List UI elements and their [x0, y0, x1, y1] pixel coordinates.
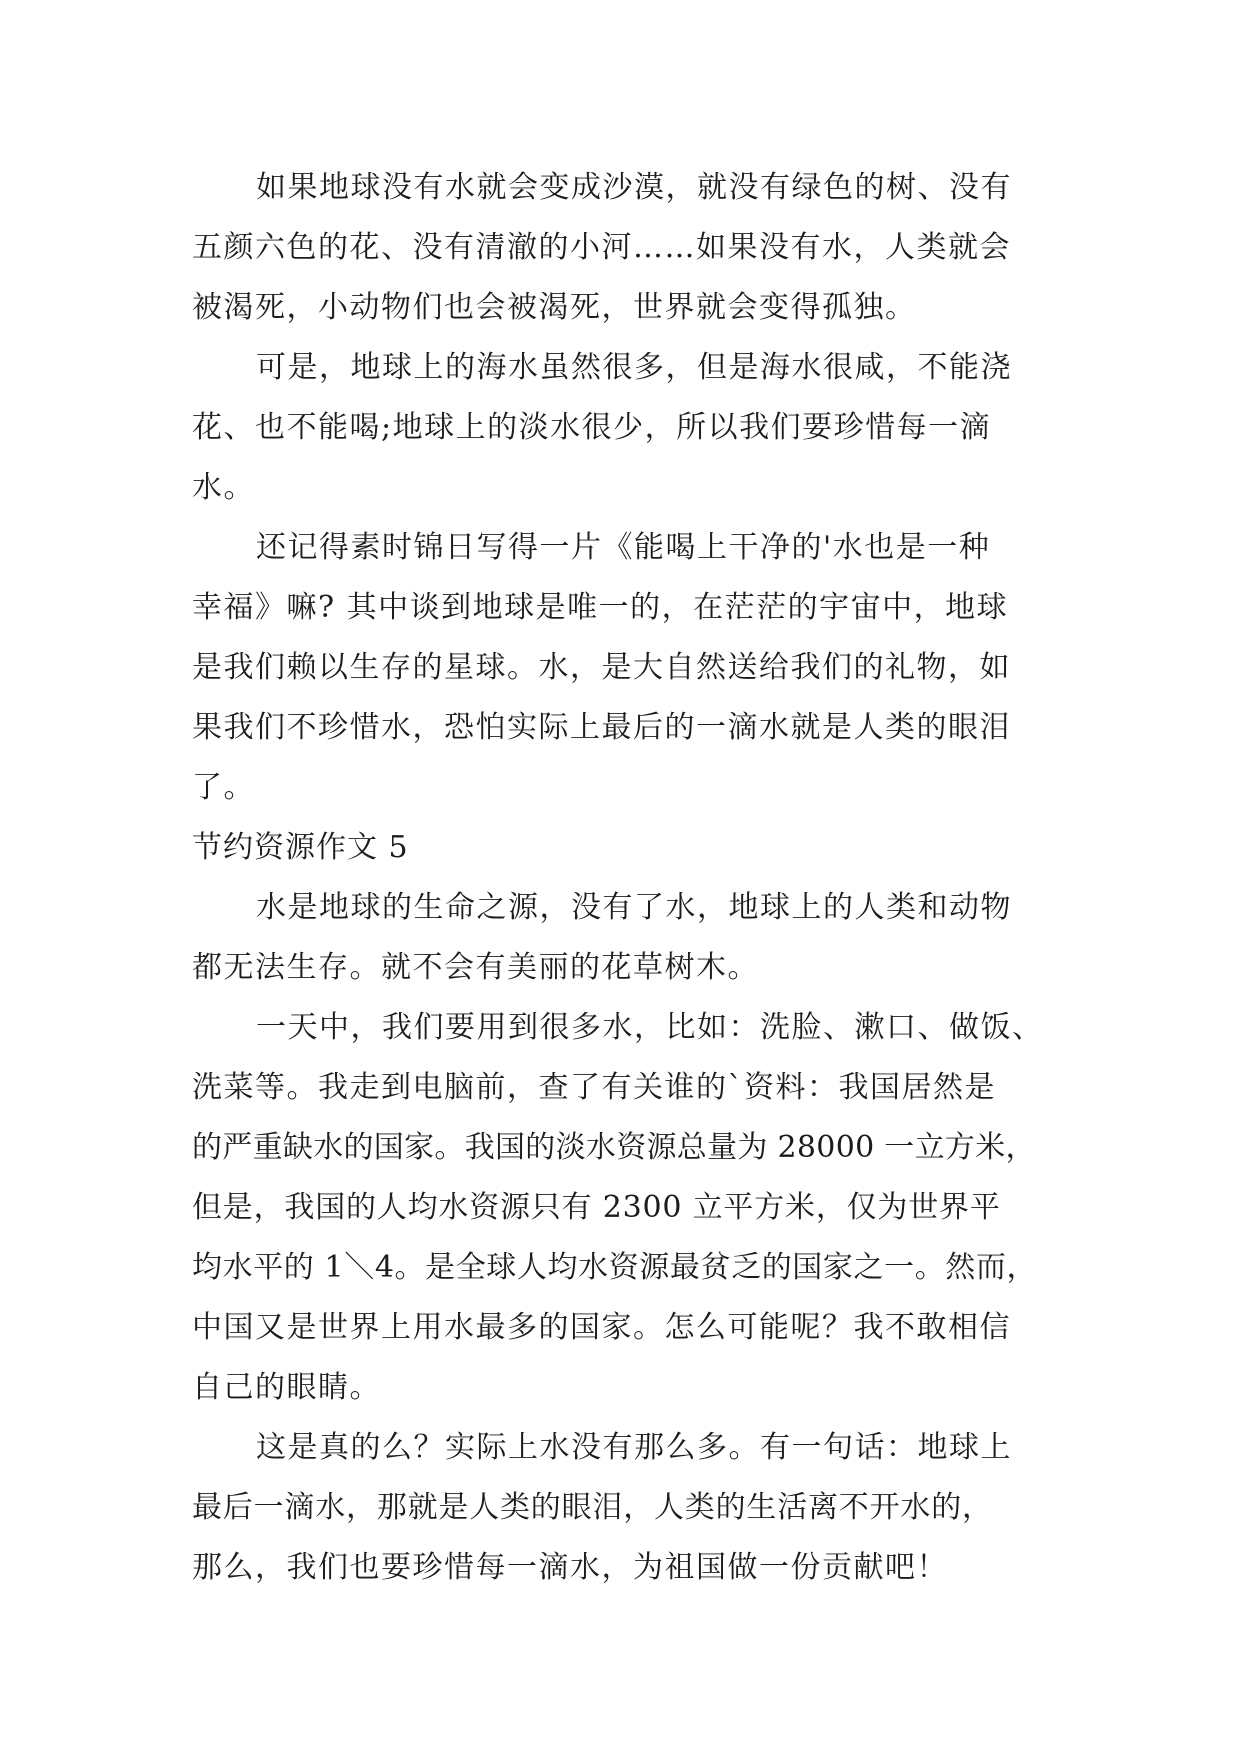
paragraph-line: 是我们赖以生存的星球。水，是大自然送给我们的礼物，如 — [192, 650, 1011, 685]
paragraph-line: 水是地球的生命之源，没有了水，地球上的人类和动物 — [256, 890, 1012, 925]
paragraph — [192, 998, 1052, 1418]
paragraph-line: 最后一滴水，那就是人类的眼泪，人类的生活离不开水的， — [192, 1490, 993, 1525]
paragraph-line: 均水平的 1＼4。是全球人均水资源最贫乏的国家之一。然而， — [192, 1250, 1038, 1285]
paragraph — [192, 158, 1052, 338]
paragraph — [192, 338, 1052, 518]
paragraph-line: 花、也不能喝;地球上的淡水很少，所以我们要珍惜每一滴 — [192, 410, 992, 445]
paragraph-line: 那么，我们也要珍惜每一滴水，为祖国做一份贡献吧！ — [192, 1550, 948, 1585]
paragraph-line: 都无法生存。就不会有美丽的花草树木。 — [192, 950, 759, 985]
paragraph-line: 自己的眼睛。 — [192, 1370, 381, 1405]
paragraph-line: 的严重缺水的国家。我国的淡水资源总量为 28000 一立方米， — [192, 1130, 1036, 1165]
paragraph-line: 幸福》嘛? 其中谈到地球是唯一的，在茫茫的宇宙中，地球 — [192, 590, 1009, 625]
paragraph-line: 水。 — [192, 470, 255, 505]
paragraph-line: 还记得素时锦日写得一片《能喝上干净的'水也是一种 — [256, 530, 991, 565]
section-heading: 节约资源作文 5 — [192, 830, 409, 865]
paragraph-line: 洗菜等。我走到电脑前，查了有关谁的`资料：我国居然是 — [192, 1070, 996, 1105]
paragraph-line: 五颜六色的花、没有清澈的小河……如果没有水，人类就会 — [192, 230, 1011, 265]
paragraph-line: 但是，我国的人均水资源只有 2300 立平方米，仅为世界平 — [192, 1190, 1001, 1225]
paragraph-line: 一天中，我们要用到很多水，比如：洗脸、漱口、做饭、 — [256, 1010, 1044, 1045]
paragraph-line: 如果地球没有水就会变成沙漠，就没有绿色的树、没有 — [256, 170, 1012, 205]
paragraph-line: 中国又是世界上用水最多的国家。怎么可能呢？我不敢相信 — [192, 1310, 1011, 1345]
document-body — [192, 158, 1052, 1598]
paragraph-line: 了。 — [192, 770, 255, 805]
paragraph-line: 被渴死，小动物们也会被渴死，世界就会变得孤独。 — [192, 290, 917, 325]
paragraph-line: 这是真的么？实际上水没有那么多。有一句话：地球上 — [256, 1430, 1012, 1465]
paragraph-line: 可是，地球上的海水虽然很多，但是海水很咸，不能浇 — [256, 350, 1012, 385]
paragraph-line: 果我们不珍惜水，恐怕实际上最后的一滴水就是人类的眼泪 — [192, 710, 1011, 745]
paragraph — [192, 878, 1052, 998]
paragraph — [192, 1418, 1052, 1598]
paragraph — [192, 518, 1052, 818]
